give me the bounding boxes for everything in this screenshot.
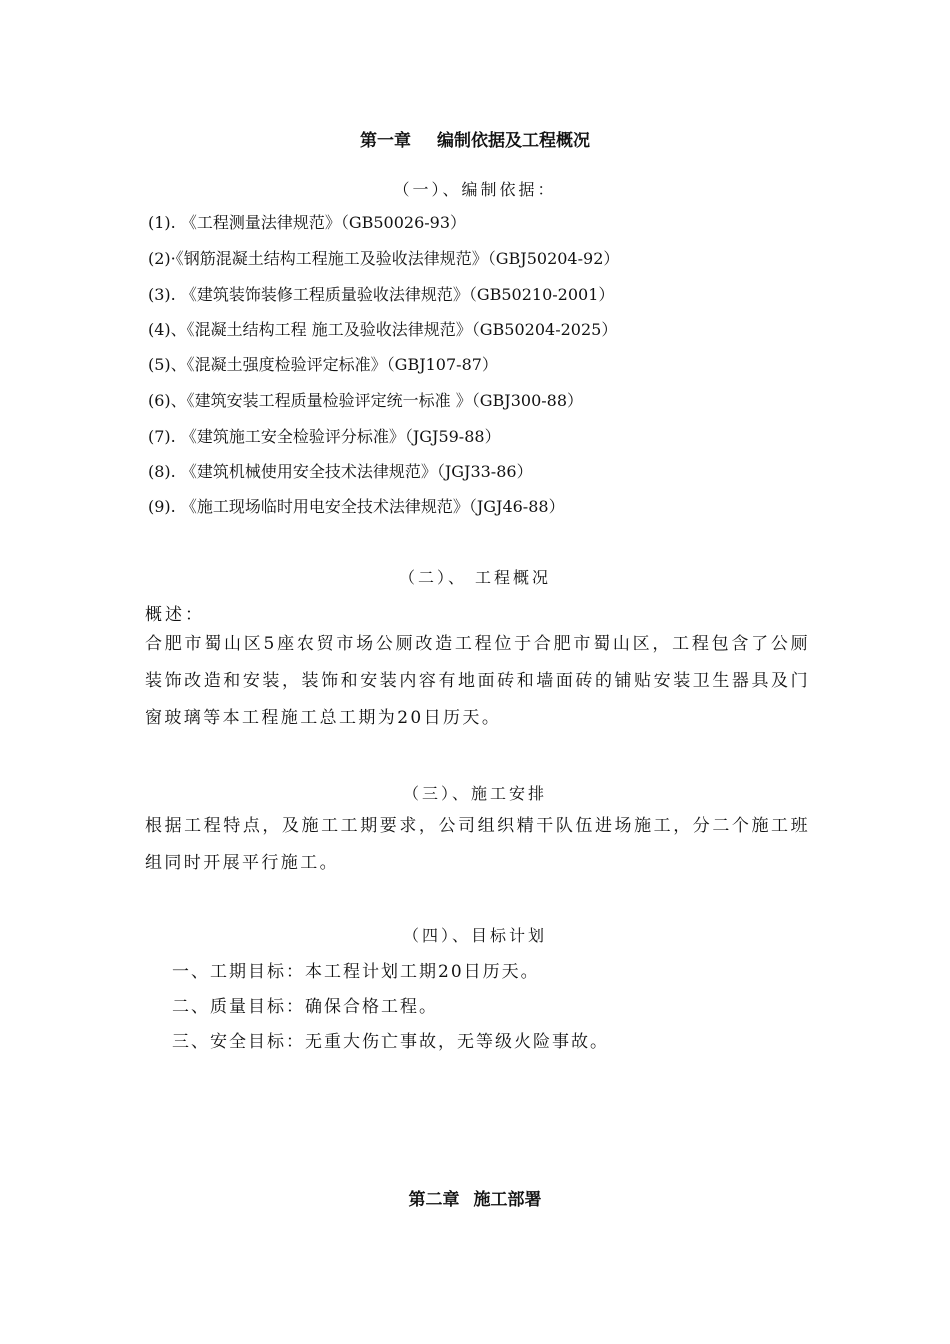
chapter-2-heading [0, 1185, 950, 1210]
reference-item: (5)、《混凝土强度检验评定标准》（GBJ107-87） [148, 355, 498, 374]
reference-item: (9). 《施工现场临时用电安全技术法律规范》（JGJ46-88） [148, 497, 565, 516]
reference-item: (7). 《建筑施工安全检验评分标准》（JGJ59-88） [148, 427, 501, 446]
goal-item: 三、安全目标：无重大伤亡事故，无等级火险事故。 [172, 1032, 609, 1052]
section-2-heading: （二）、 工程概况 [398, 568, 552, 587]
section-1-heading: （一）、编制依据： [393, 180, 557, 199]
section-4-heading: （四）、目标计划 [402, 926, 547, 945]
reference-item: (3). 《建筑装饰装修工程质量验收法律规范》（GB50210-2001） [148, 285, 615, 304]
overview-paragraph: 合肥市蜀山区5座农贸市场公厕改造工程位于合肥市蜀山区，工程包含了公厕装饰改造和安装，装饰和安装内容有地面砖和墙面砖的铺贴安装卫生器具及门窗玻璃等本工程施工总工期为20日历天。 [145, 634, 810, 728]
arrangement-paragraph: 根据工程特点，及施工工期要求，公司组织精干队伍进场施工，分二个施工班组同时开展平行施工。 [145, 816, 810, 873]
overview-label: 概述： [145, 605, 205, 625]
reference-item: (1). 《工程测量法律规范》（GB50026-93） [148, 213, 467, 232]
chapter-1-heading [0, 126, 950, 151]
goal-item: 二、质量目标：确保合格工程。 [172, 997, 438, 1017]
chapter-2-title: 施工部署 [473, 1190, 542, 1210]
reference-item: (2)·《钢筋混凝土结构工程施工及验收法律规范》（GBJ50204-92） [148, 249, 620, 268]
chapter-1-number: 第一章 [360, 131, 411, 151]
section-3-heading: （三）、施工安排 [402, 784, 547, 803]
chapter-1-title: 编制依据及工程概况 [437, 131, 590, 151]
goal-item: 一、工期目标：本工程计划工期20日历天。 [172, 962, 540, 982]
reference-item: (8). 《建筑机械使用安全技术法律规范》（JGJ33-86） [148, 462, 533, 481]
reference-item: (4)、《混凝土结构工程 施工及验收法律规范》（GB50204-2025） [148, 320, 618, 339]
chapter-2-number: 第二章 [408, 1190, 460, 1210]
reference-item: (6)、《建筑安装工程质量检验评定统一标准 》（GBJ300-88） [148, 391, 584, 410]
